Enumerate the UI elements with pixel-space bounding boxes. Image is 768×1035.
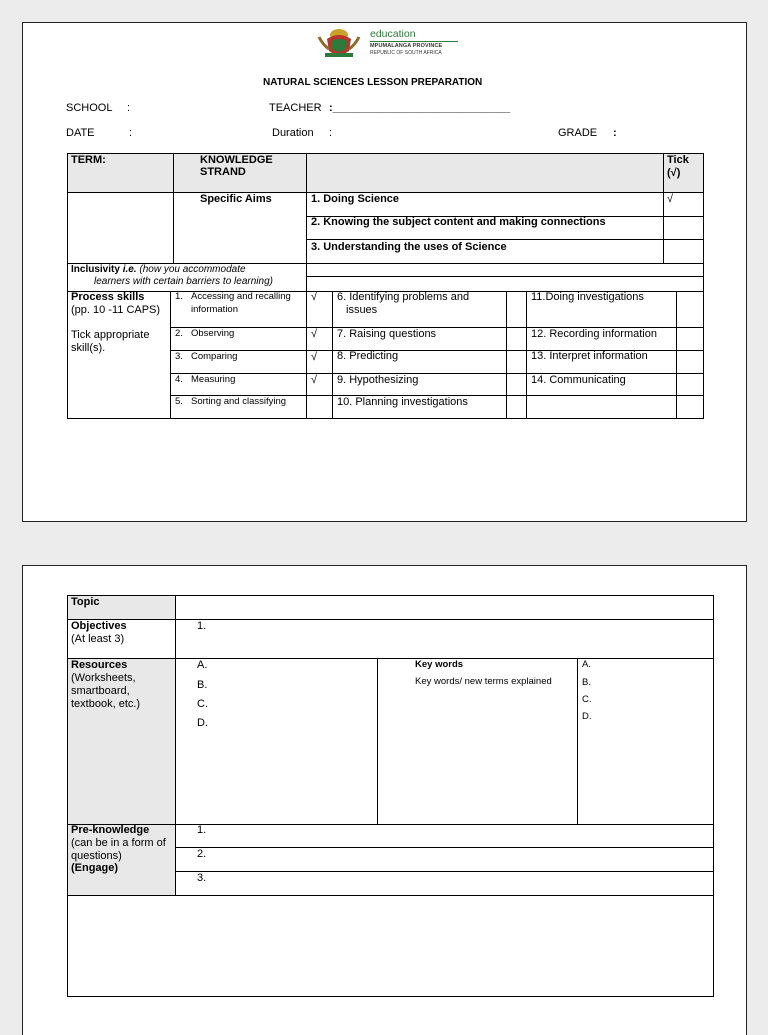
skill-3-label: Comparing [191, 351, 238, 362]
skill-10-label: 10. Planning investigations [337, 396, 468, 408]
objectives-sub: (At least 3) [71, 633, 125, 645]
preknowledge-sub-1: (can be in a form of [71, 837, 166, 849]
skill-2-label: Observing [191, 328, 235, 339]
preknowledge-sub-2: questions) [71, 850, 122, 862]
keyword-item-a[interactable]: A. [582, 659, 591, 670]
skill-9-label: 9. Hypothesizing [337, 374, 419, 386]
date-colon: : [129, 127, 133, 139]
term-label: TERM: [71, 154, 106, 166]
tick-header-1: Tick [667, 154, 689, 166]
grade-colon: : [613, 127, 617, 139]
coat-of-arms-logo [315, 25, 363, 59]
tick-header-2: (√) [667, 167, 681, 179]
objectives-label: Objectives [71, 620, 127, 632]
skill-2-tick[interactable]: √ [311, 328, 318, 340]
inclusivity-label: Inclusivity i.e. (how you accommodate [71, 264, 246, 275]
resource-item-d[interactable]: D. [197, 717, 208, 729]
process-skills-label: Process skills [71, 291, 145, 303]
skill-6-label-2: issues [346, 304, 378, 316]
keywords-label: Key words [415, 659, 464, 670]
resources-label: Resources [71, 659, 128, 671]
skill-2-num: 2. [175, 328, 183, 339]
process-skills-caps: (pp. 10 -11 CAPS) [71, 304, 161, 316]
knowledge-strand-label-2: STRAND [200, 166, 246, 178]
topic-label: Topic [71, 596, 100, 608]
keyword-item-c[interactable]: C. [582, 694, 592, 705]
lesson-body-area[interactable] [68, 896, 713, 996]
preknowledge-label: Pre-knowledge [71, 824, 150, 836]
skill-4-label: Measuring [191, 374, 236, 385]
inclusivity-label-2: learners with certain barriers to learning) [94, 276, 273, 287]
duration-label: Duration [272, 127, 314, 139]
school-colon: : [127, 102, 131, 114]
resources-sub-2: smartboard, [71, 685, 130, 697]
skill-1-label-2: information [191, 304, 238, 315]
keyword-item-b[interactable]: B. [582, 677, 591, 688]
school-label: SCHOOL [66, 102, 113, 114]
skill-6-label: 6. Identifying problems and [337, 291, 470, 303]
keyword-item-d[interactable]: D. [582, 711, 592, 722]
logo-education-text: education [370, 28, 416, 40]
date-label: DATE [66, 127, 95, 139]
keywords-sub: Key words/ new terms explained [415, 676, 552, 687]
skill-14-label: 14. Communicating [531, 374, 626, 386]
logo-province-text: MPUMALANGA PROVINCE [370, 43, 443, 49]
skill-8-label: 8. Predicting [337, 350, 399, 362]
skill-4-num: 4. [175, 374, 183, 385]
skill-12-label: 12. Recording information [531, 328, 657, 340]
skill-11-label: 11.Doing investigations [531, 291, 644, 303]
skill-5-num: 5. [175, 396, 183, 407]
preknowledge-item-1[interactable]: 1. [197, 824, 207, 836]
aim-knowing-content: 2. Knowing the subject content and making connections [311, 216, 606, 228]
skill-3-tick[interactable]: √ [311, 351, 318, 363]
skill-1-label: Accessing and recalling [191, 291, 291, 302]
resources-sub-3: textbook, etc.) [71, 698, 141, 710]
skill-1-num: 1. [175, 291, 183, 302]
teacher-field[interactable]: :_____________________________ [329, 102, 511, 114]
aim-doing-science: 1. Doing Science [311, 193, 400, 205]
specific-aims-label: Specific Aims [200, 193, 272, 205]
lesson-page-1 [22, 22, 747, 522]
duration-colon: : [329, 127, 333, 139]
skill-4-tick[interactable]: √ [311, 374, 318, 386]
resources-sub-1: (Worksheets, [71, 672, 136, 684]
skill-13-label: 13. Interpret information [531, 350, 648, 362]
knowledge-strand-label-1: KNOWLEDGE [200, 154, 273, 166]
skill-3-num: 3. [175, 351, 183, 362]
tick-appropriate-1: Tick appropriate [71, 329, 150, 341]
tick-appropriate-2: skill(s). [71, 342, 106, 354]
lesson-page-2 [22, 565, 747, 1035]
aim-understanding-uses: 3. Understanding the uses of Science [311, 241, 507, 253]
resource-item-a[interactable]: A. [197, 659, 208, 671]
objective-item-1[interactable]: 1. [197, 620, 207, 632]
preknowledge-item-2[interactable]: 2. [197, 848, 207, 860]
resource-item-b[interactable]: B. [197, 679, 208, 691]
page-title: NATURAL SCIENCES LESSON PREPARATION [263, 77, 483, 88]
teacher-label: TEACHER [269, 102, 322, 114]
engage-label: (Engage) [71, 862, 119, 874]
skill-1-tick[interactable]: √ [311, 291, 318, 303]
aim-1-tick[interactable]: √ [667, 193, 674, 205]
resource-item-c[interactable]: C. [197, 698, 208, 710]
skill-7-label: 7. Raising questions [337, 328, 437, 340]
logo-republic-text: REPUBLIC OF SOUTH AFRICA [370, 50, 442, 56]
grade-label: GRADE [558, 127, 598, 139]
preknowledge-item-3[interactable]: 3. [197, 872, 207, 884]
table-header-shade [67, 154, 704, 192]
logo-rule [370, 41, 458, 42]
skill-5-label: Sorting and classifying [191, 396, 287, 407]
